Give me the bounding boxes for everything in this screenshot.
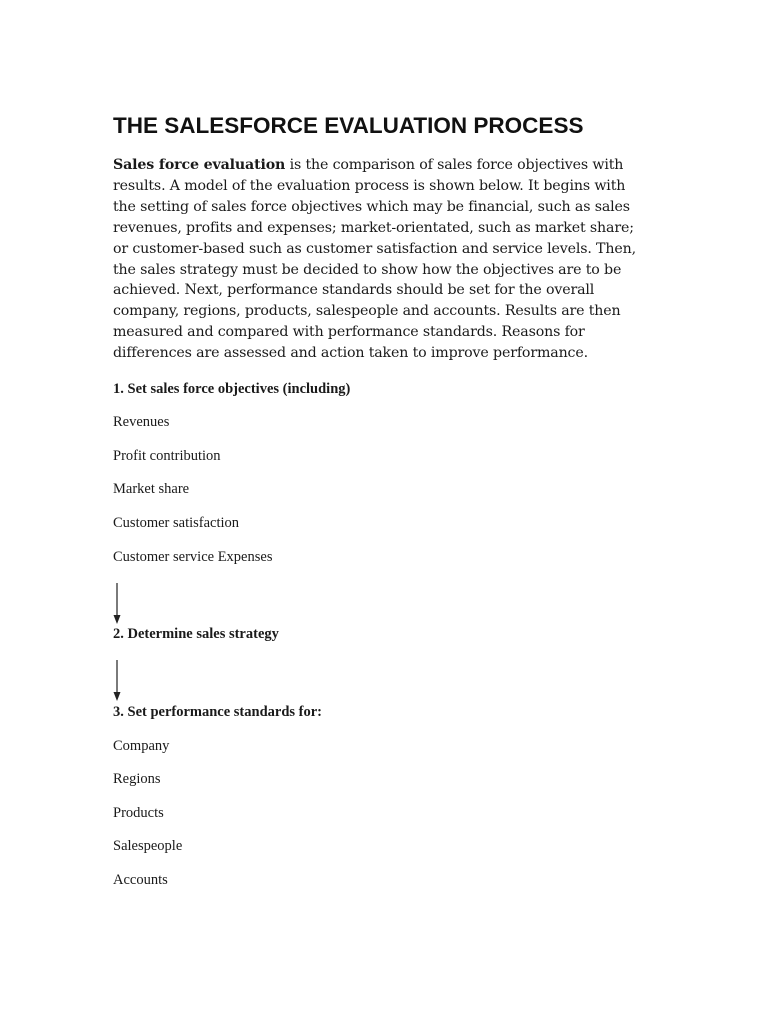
- step-2-heading: 2. Determine sales strategy: [113, 626, 279, 642]
- step-3-item: Salespeople: [113, 838, 183, 854]
- down-arrow-icon: [113, 660, 121, 702]
- step-1-item: Customer service Expenses: [113, 549, 273, 565]
- step-3-heading: 3. Set performance standards for:: [113, 704, 323, 720]
- step-1-item: Market share: [113, 481, 190, 497]
- step-1-heading: 1. Set sales force objectives (including): [113, 381, 351, 397]
- step-3-item: Regions: [113, 771, 161, 787]
- document-title: THE SALESFORCE EVALUATION PROCESS: [113, 113, 584, 138]
- step-1-item: Revenues: [113, 414, 170, 430]
- step-1-item: Profit contribution: [113, 448, 221, 464]
- intro-paragraph: [113, 155, 643, 364]
- step-3-item: Company: [113, 738, 170, 754]
- step-3-item: Products: [113, 805, 164, 821]
- down-arrow-icon: [113, 583, 121, 625]
- step-1-item: Customer satisfaction: [113, 515, 240, 531]
- intro-text: is the comparison of sales force objectives with results. A model of the evaluation process is shown below. It begins with the setting of sales force objectives which may be financial, such as sales revenues, profits and expenses; market-orientated, such as market share; or customer-based such as customer satisfaction and service levels. Then, the sales strategy must be decided to show how the objectives are to be achieved. Next, performance standards should be set for the overall company, regions, products, salespeople and accounts. Results are then measured and compared with performance standards. Reasons for differences are assessed and action taken to improve performance.: [113, 157, 636, 362]
- step-3-item: Accounts: [113, 872, 168, 888]
- intro-lead-term: Sales force evaluation: [113, 157, 286, 173]
